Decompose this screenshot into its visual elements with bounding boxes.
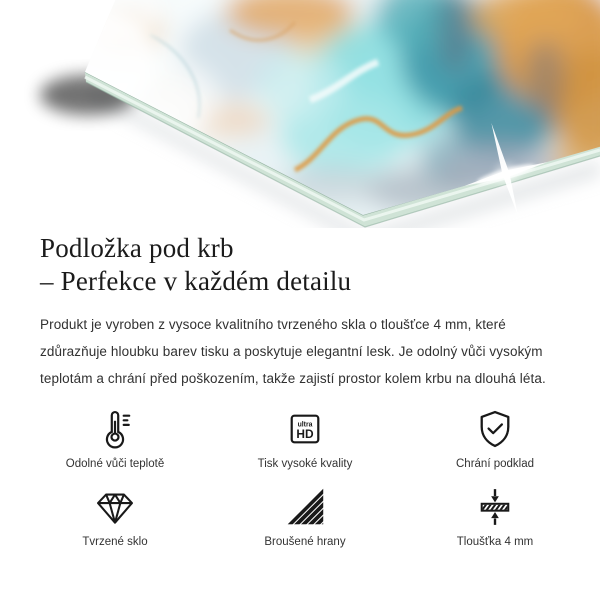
hd-text: HD bbox=[296, 427, 314, 442]
feature-ground-edges bbox=[230, 485, 380, 548]
feature-tempered-glass bbox=[40, 485, 190, 548]
title-line-2: – Perfekce v každém detailu bbox=[40, 266, 352, 296]
product-description: Produkt je vyroben z vysoce kvalitního tvrzeného skla o tloušťce 4 mm, které zdůrazňuje hloubku barev tisku a poskytuje elegantní lesk. Je odolný vůči vysokým teplotám a chrání před poškozením, takže zajistí prostor kolem krbu na dlouhá léta. bbox=[40, 317, 546, 386]
feature-thickness bbox=[420, 485, 570, 548]
feature-label: Tloušťka 4 mm bbox=[456, 536, 534, 548]
feature-label: Broušené hrany bbox=[264, 536, 346, 548]
title-line-1: Podložka pod krb bbox=[40, 233, 234, 263]
thermometer-icon bbox=[93, 407, 137, 451]
ultra-text: ultra bbox=[297, 421, 313, 429]
product-photo bbox=[0, 0, 600, 228]
glass-panel-image bbox=[0, 0, 600, 228]
beveled-edges-icon bbox=[283, 485, 327, 529]
feature-heat-resistant bbox=[40, 407, 190, 470]
ultra-hd-icon bbox=[283, 407, 327, 451]
feature-label: Chrání podklad bbox=[456, 458, 534, 470]
feature-print-quality bbox=[230, 407, 380, 470]
feature-protects-surface bbox=[420, 407, 570, 470]
shield-check-icon bbox=[473, 407, 517, 451]
feature-label: Odolné vůči teplotě bbox=[65, 458, 165, 470]
page-title bbox=[40, 232, 560, 298]
thickness-icon bbox=[473, 485, 517, 529]
feature-grid bbox=[40, 407, 570, 548]
feature-label: Tisk vysoké kvality bbox=[257, 458, 353, 470]
feature-label: Tvrzené sklo bbox=[82, 536, 148, 548]
diamond-icon bbox=[90, 485, 140, 529]
